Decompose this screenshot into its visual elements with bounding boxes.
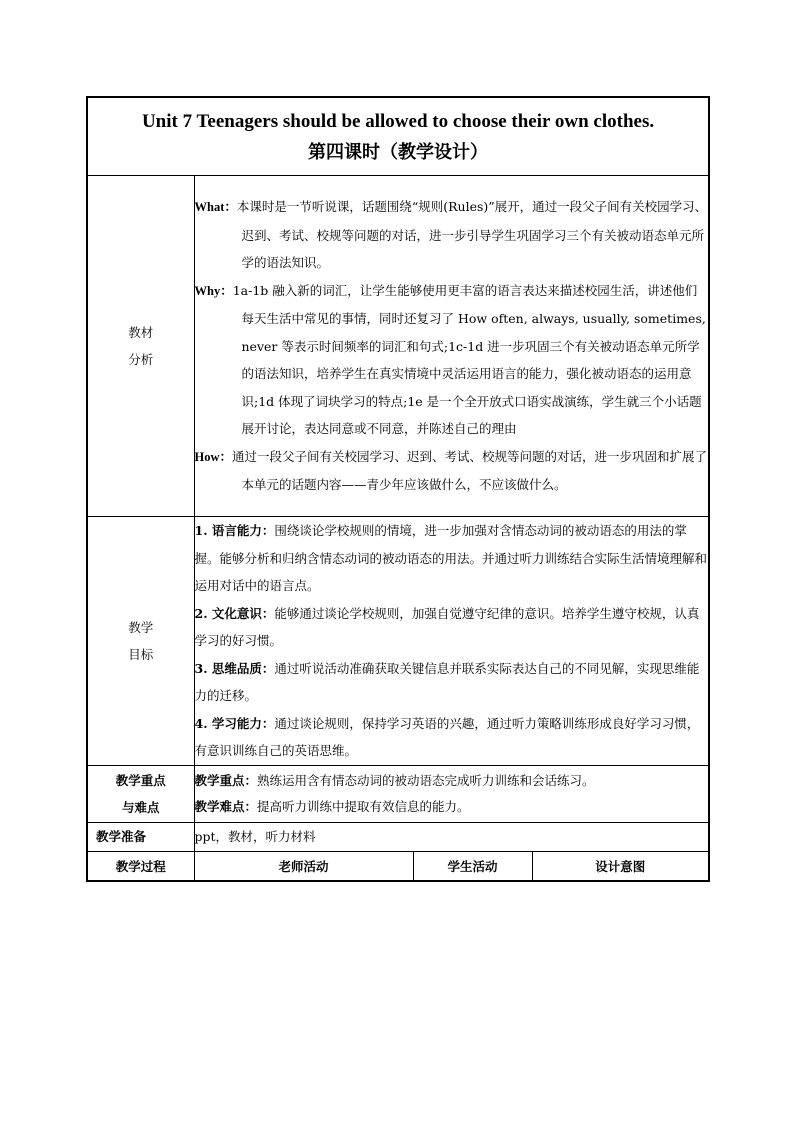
col-teacher-activity: 老师活动 [194, 851, 413, 881]
title-cell [87, 97, 709, 176]
lesson-plan-table [86, 96, 710, 882]
col-student-activity: 学生活动 [413, 851, 532, 881]
analysis-label-line1: 教材 [128, 325, 154, 340]
objective-item [195, 710, 709, 765]
why-paragraph [195, 277, 709, 443]
objective-text: 通过谈论规则，保持学习英语的兴趣，通过听力策略训练形成良好学习习惯，有意识训练自己的英语思维。 [194, 715, 700, 758]
objectives-label-line2: 目标 [128, 646, 154, 662]
key-point [195, 768, 709, 794]
prep-content: ppt，教材，听力材料 [194, 822, 709, 851]
objectives-content [194, 517, 709, 766]
analysis-label [87, 176, 194, 517]
key-point-key: 教学重点： [194, 772, 258, 788]
title-english: Unit 7 Teenagers should be allowed to choose their own clothes. [141, 110, 655, 132]
how-paragraph [195, 443, 709, 499]
difficulty-text: 提高听力训练中提取有效信息的能力。 [257, 798, 470, 814]
focus-content [194, 765, 709, 822]
objective-text: 能够通过谈论学校规则，加强自觉遵守纪律的意识。培养学生遵守校规，认真学习的好习惯。 [194, 605, 700, 648]
analysis-label-line2: 分析 [128, 352, 154, 367]
objective-text: 通过听说活动准确获取关键信息并联系实际表达自己的不同见解，实现思维能力的迁移。 [194, 660, 700, 703]
objectives-label-line1: 教学 [128, 619, 154, 635]
objectives-label [87, 517, 194, 766]
process-label: 教学过程 [87, 851, 194, 881]
objectives-row [87, 517, 709, 766]
focus-label-line2: 与难点 [121, 799, 160, 815]
col-design-intent: 设计意图 [532, 851, 709, 881]
objective-key: 3. 思维品质： [194, 660, 275, 676]
why-text: 1a-1b 融入新的词汇，让学生能够使用更丰富的语言表达来描述校园生活，讲述他们每天生活中常见的事情，同时还复习了 How often, always, usually, sometimes, never 等表示时间频率的词汇和句式;1c-1d 进一步巩固三个有关被动语态单元所学的语法知识，培养学生在真实情境中灵活运用语言的能力，强化被动语态的运用意识;1d 体现了词块学习的特点;1e 是一个全开放式口语实战演练，学生就三个小话题展开讨论，表达同意或不同意，并陈述自己的理由 [232, 282, 706, 437]
objective-item [195, 600, 709, 655]
objective-item [195, 517, 709, 600]
difficulty [195, 794, 709, 820]
how-key: How： [194, 449, 233, 464]
what-key: What： [194, 200, 237, 215]
objective-key: 1. 语言能力： [194, 523, 275, 538]
process-header-row [87, 851, 709, 881]
how-text: 通过一段父子间有关校园学习、迟到、考试、校规等问题的对话，进一步巩固和扩展了本单元的话题内容——青少年应该做什么，不应该做什么。 [232, 448, 708, 493]
why-key: Why： [194, 283, 233, 298]
focus-label-line1: 教学重点 [115, 772, 166, 788]
key-point-text: 熟练运用含有情态动词的被动语态完成听力训练和会话练习。 [257, 772, 595, 788]
focus-row [87, 765, 709, 822]
analysis-row [87, 176, 709, 517]
prep-row [87, 822, 709, 851]
objective-key: 4. 学习能力： [194, 715, 275, 731]
title-chinese: 第四课时（教学设计） [308, 141, 489, 163]
objective-text: 围绕谈论学校规则的情境，进一步加强对含情态动词的被动语态的用法的掌握。能够分析和归纳含情态动词的被动语态的用法。并通过听力训练结合实际生活情境理解和运用对话中的语言点。 [194, 523, 708, 593]
what-text: 本课时是一节听说课，话题围绕“规则(Rules)”展开，通过一段父子间有关校园学习、迟到、考试、校规等问题的对话，进一步引导学生巩固学习三个有关被动语态单元所学的语法知识。 [236, 199, 708, 271]
focus-label [87, 765, 194, 822]
title-row [87, 97, 709, 176]
objective-item [195, 655, 709, 710]
prep-label: 教学准备 [87, 822, 194, 851]
difficulty-key: 教学难点： [194, 798, 258, 814]
objective-key: 2. 文化意识： [194, 605, 275, 621]
analysis-content [194, 176, 709, 517]
what-paragraph [195, 193, 709, 277]
